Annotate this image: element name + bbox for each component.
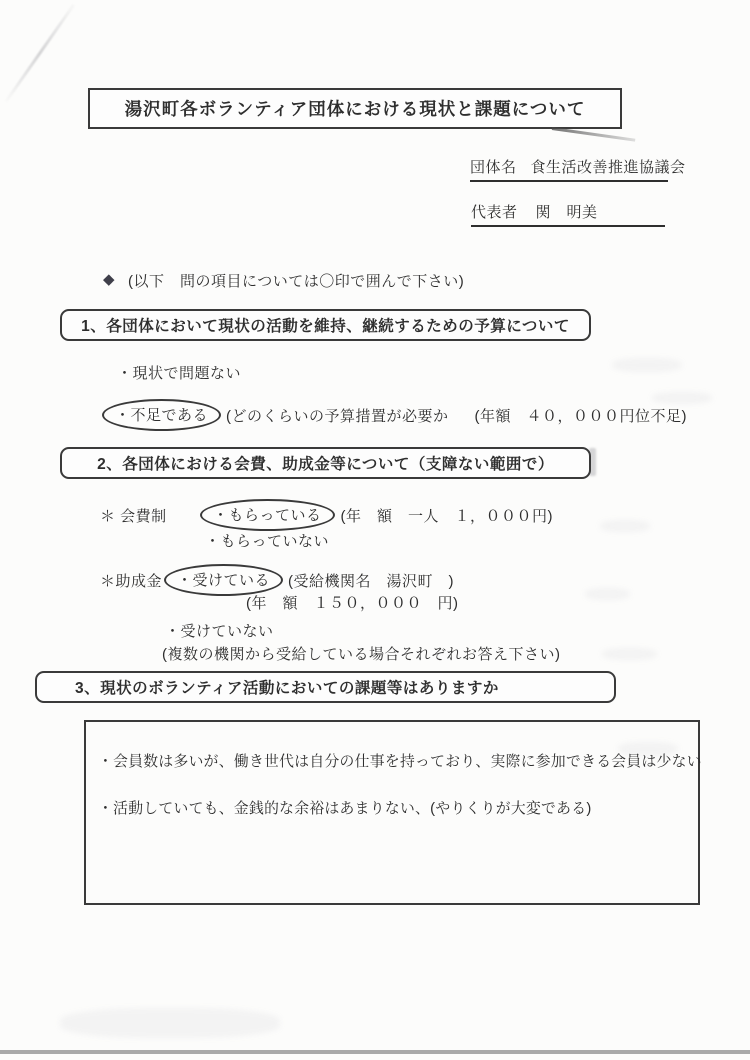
scan-bottom-edge [0, 1050, 750, 1054]
circled-option-subsidy-yes: ・受けている [164, 564, 283, 596]
subsidy-source-text: (受給機関名 湯沢町 ) [288, 572, 455, 590]
representative-field [471, 201, 665, 227]
section1-heading: 1、各団体において現状の活動を維持、継続するための予算について [81, 318, 570, 335]
bleedthrough-smudge [585, 588, 630, 600]
circled-option-fee-yes: ・もらっている [200, 499, 335, 531]
option-budget-no-problem: ・現状で問題ない [117, 365, 242, 382]
free-answer-box [84, 720, 700, 905]
instruction-text: (以下 問の項目については〇印で囲んで下さい) [128, 273, 465, 290]
circled-option-insufficient: ・不足である [102, 399, 221, 431]
fee-amount-text: (年 額 一人 １，０００円) [340, 507, 554, 525]
option-subsidy-no: ・受けていない [165, 623, 274, 640]
diamond-icon: ◆ [103, 271, 116, 288]
section2-heading-box [60, 447, 591, 479]
document-title: 湯沢町各ボランティア団体における現状と課題について [124, 99, 586, 119]
bleedthrough-smudge [612, 358, 682, 372]
section1-heading-box [60, 309, 591, 341]
scan-fold-artifact [552, 127, 636, 142]
section3-heading: 3、現状のボランティア活動においての課題等はありますか [75, 680, 499, 697]
option-fee-no: ・もらっていない [205, 533, 330, 550]
instruction-note [103, 270, 464, 291]
answer-line: ・活動していても、金銭的な余裕はあまりない、(やりくりが大変である) [98, 801, 592, 817]
section2-heading: 2、各団体における会費、助成金等について（支障ない範囲で） [97, 456, 554, 473]
membership-fee-row [100, 499, 553, 531]
group-name-value: 食生活改善推進協議会 [530, 159, 686, 176]
answer-line: ・会員数は多いが、働き世代は自分の仕事を持っており、実際に参加できる会員は少ない [98, 754, 702, 770]
paper-shadow-smudge [60, 1008, 280, 1038]
insufficient-question-text: (どのくらいの予算措置が必要か [226, 407, 449, 425]
group-name-label: 団体名 [470, 159, 517, 176]
subsidy-amount-text: (年 額 １５０，０００ 円) [246, 595, 459, 612]
representative-value: 関 明美 [535, 204, 598, 221]
bleedthrough-smudge [602, 648, 657, 660]
membership-fee-label: ＊ 会費制 [100, 507, 167, 525]
subsidy-note-text: (複数の機関から受給している場合それぞれお答え下さい) [162, 646, 561, 663]
group-name-field [470, 156, 686, 182]
subsidy-label: ＊助成金 [100, 572, 163, 590]
representative-label: 代表者 [471, 204, 518, 221]
document-title-box [88, 88, 622, 129]
scan-crease-artifact [5, 4, 75, 102]
bleedthrough-smudge [600, 520, 650, 532]
section3-heading-box [35, 671, 616, 703]
insufficient-amount-text: (年額 ４０，０００円位不足) [474, 407, 688, 425]
option-budget-insufficient-row [102, 399, 687, 431]
